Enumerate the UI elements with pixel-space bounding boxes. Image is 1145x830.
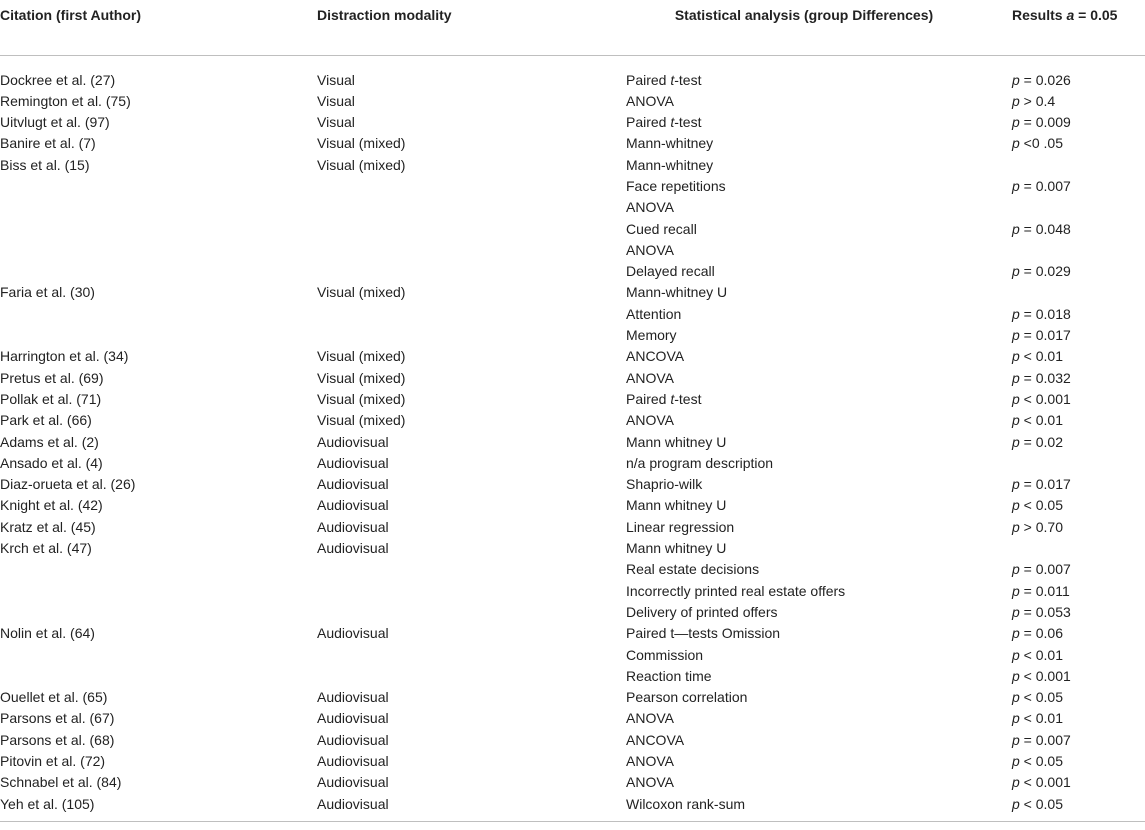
result-value: = 0.017 <box>1019 327 1071 344</box>
analysis-text: Attention <box>626 305 682 322</box>
analysis-text: Commission <box>626 646 704 663</box>
cell-analysis <box>626 176 1012 197</box>
cell-citation: Banire et al. (7) <box>0 135 96 152</box>
table-row <box>0 176 1145 197</box>
cell-modality: Visual (mixed) <box>317 284 406 301</box>
cell-modality <box>317 666 626 687</box>
analysis-text: Mann whitney U <box>626 433 727 450</box>
cell-result <box>1012 155 1145 176</box>
cell-analysis <box>626 687 1012 708</box>
cell-result <box>1012 261 1145 282</box>
cell-citation <box>0 645 317 666</box>
cell-citation: Adams et al. (2) <box>0 433 99 450</box>
cell-analysis <box>626 55 1012 91</box>
table-row <box>0 91 1145 112</box>
table-row <box>0 623 1145 644</box>
result-value: < 0.05 <box>1019 497 1063 514</box>
analysis-text: Paired <box>626 390 671 407</box>
cell-result <box>1012 219 1145 240</box>
result-value: = 0.026 <box>1019 71 1071 88</box>
result-value: > 0.70 <box>1019 518 1063 535</box>
cell-citation: Ouellet et al. (65) <box>0 689 108 706</box>
cell-modality: Audiovisual <box>317 689 389 706</box>
header-results-prefix: Results <box>1012 7 1067 23</box>
cell-analysis <box>626 794 1012 822</box>
table-row <box>0 197 1145 218</box>
analysis-suffix: -test <box>674 114 702 131</box>
result-value: < 0.001 <box>1019 667 1071 684</box>
p-symbol: p <box>1012 518 1020 535</box>
cell-result <box>1012 346 1145 367</box>
cell-result <box>1012 197 1145 218</box>
cell-modality: Visual (mixed) <box>317 156 406 173</box>
cell-result <box>1012 602 1145 623</box>
cell-analysis <box>626 453 1012 474</box>
table-row <box>0 389 1145 410</box>
table-row <box>0 559 1145 580</box>
table-row <box>0 794 1145 822</box>
p-symbol: p <box>1012 327 1020 344</box>
analysis-text: ANCOVA <box>626 731 685 748</box>
header-results-alpha: a <box>1066 7 1075 23</box>
cell-modality: Audiovisual <box>317 625 389 642</box>
table-row <box>0 517 1145 538</box>
result-value: < 0.01 <box>1019 412 1063 429</box>
cell-citation <box>0 602 317 623</box>
cell-modality <box>317 197 626 218</box>
analysis-text: Wilcoxon rank-sum <box>626 795 746 812</box>
analysis-text: Mann-whitney U <box>626 284 728 301</box>
cell-analysis <box>626 730 1012 751</box>
cell-modality <box>317 602 626 623</box>
table-row <box>0 581 1145 602</box>
result-value: = 0.007 <box>1019 177 1071 194</box>
cell-citation: Remington et al. (75) <box>0 92 131 109</box>
cell-modality: Audiovisual <box>317 476 389 493</box>
table-row <box>0 368 1145 389</box>
cell-citation <box>0 304 317 325</box>
p-symbol: p <box>1012 774 1020 791</box>
cell-result <box>1012 666 1145 687</box>
table-row <box>0 410 1145 431</box>
cell-analysis <box>626 112 1012 133</box>
analysis-text: ANOVA <box>626 412 674 429</box>
cell-modality: Audiovisual <box>317 753 389 769</box>
cell-result <box>1012 687 1145 708</box>
cell-analysis <box>626 538 1012 559</box>
header-analysis: Statistical analysis (group Differences) <box>626 0 1012 55</box>
cell-result <box>1012 240 1145 261</box>
result-value: = 0.009 <box>1019 114 1071 131</box>
cell-modality <box>317 240 626 261</box>
cell-citation: Harrington et al. (34) <box>0 348 129 365</box>
analysis-text: Linear regression <box>626 518 735 535</box>
p-symbol: p <box>1012 795 1020 812</box>
cell-modality: Visual <box>317 71 355 88</box>
analysis-text: ANOVA <box>626 369 674 386</box>
cell-citation: Parsons et al. (67) <box>0 710 115 727</box>
cell-citation <box>0 197 317 218</box>
cell-result <box>1012 538 1145 559</box>
table-row <box>0 602 1145 623</box>
cell-analysis <box>626 581 1012 602</box>
analysis-italic: t <box>670 390 675 407</box>
table-row <box>0 133 1145 154</box>
cell-analysis <box>626 240 1012 261</box>
cell-analysis <box>626 368 1012 389</box>
cell-modality: Visual (mixed) <box>317 369 406 386</box>
result-value: < 0.05 <box>1019 753 1063 769</box>
analysis-suffix: -test <box>674 71 702 88</box>
cell-citation <box>0 219 317 240</box>
result-value: = 0.029 <box>1019 263 1071 280</box>
p-symbol: p <box>1012 561 1020 578</box>
cell-citation: Pollak et al. (71) <box>0 390 102 407</box>
cell-analysis <box>626 91 1012 112</box>
cell-result <box>1012 623 1145 644</box>
cell-modality <box>317 219 626 240</box>
cell-citation <box>0 261 317 282</box>
cell-citation: Dockree et al. (27) <box>0 71 116 88</box>
p-symbol: p <box>1012 667 1020 684</box>
cell-citation <box>0 581 317 602</box>
analysis-italic: t <box>670 71 675 88</box>
analysis-text: Paired <box>626 71 671 88</box>
cell-modality <box>317 325 626 346</box>
result-value: = 0.007 <box>1019 561 1071 578</box>
result-value: <0 .05 <box>1019 135 1063 152</box>
cell-result <box>1012 389 1145 410</box>
result-value: < 0.05 <box>1019 689 1063 706</box>
cell-modality <box>317 581 626 602</box>
table-row <box>0 261 1145 282</box>
table-row <box>0 112 1145 133</box>
cell-citation: Yeh et al. (105) <box>0 794 317 822</box>
cell-modality <box>317 261 626 282</box>
analysis-text: n/a program description <box>626 454 774 471</box>
cell-citation: Ansado et al. (4) <box>0 454 103 471</box>
cell-modality: Visual (mixed) <box>317 135 406 152</box>
cell-modality: Audiovisual <box>317 518 389 535</box>
p-symbol: p <box>1012 263 1020 280</box>
cell-analysis <box>626 346 1012 367</box>
p-symbol: p <box>1012 689 1020 706</box>
p-symbol: p <box>1012 305 1020 322</box>
cell-analysis <box>626 282 1012 303</box>
analysis-text: ANOVA <box>626 774 674 791</box>
p-symbol: p <box>1012 710 1020 727</box>
result-value: = 0.053 <box>1019 603 1071 620</box>
cell-analysis <box>626 261 1012 282</box>
p-symbol: p <box>1012 753 1020 769</box>
cell-analysis <box>626 219 1012 240</box>
cell-result <box>1012 112 1145 133</box>
cell-analysis <box>626 517 1012 538</box>
analysis-text: Mann whitney U <box>626 540 727 557</box>
cell-citation: Faria et al. (30) <box>0 284 95 301</box>
cell-result <box>1012 730 1145 751</box>
cell-analysis <box>626 155 1012 176</box>
analysis-text: ANOVA <box>626 753 674 769</box>
analysis-text: Incorrectly printed real estate offers <box>626 582 846 599</box>
cell-analysis <box>626 708 1012 729</box>
analysis-text: Memory <box>626 327 677 344</box>
cell-modality: Visual (mixed) <box>317 348 406 365</box>
cell-result <box>1012 794 1145 822</box>
analysis-text: Mann whitney U <box>626 497 727 514</box>
cell-analysis <box>626 559 1012 580</box>
p-symbol: p <box>1012 646 1020 663</box>
cell-citation: Knight et al. (42) <box>0 497 103 514</box>
cell-modality: Audiovisual <box>317 433 389 450</box>
cell-citation <box>0 325 317 346</box>
cell-result <box>1012 304 1145 325</box>
cell-citation <box>0 559 317 580</box>
cell-analysis <box>626 133 1012 154</box>
cell-result <box>1012 751 1145 772</box>
cell-citation: Biss et al. (15) <box>0 156 90 173</box>
analysis-text: Face repetitions <box>626 177 726 194</box>
p-symbol: p <box>1012 92 1020 109</box>
analysis-text: Mann-whitney <box>626 156 714 173</box>
table-row <box>0 219 1145 240</box>
cell-modality: Audiovisual <box>317 710 389 727</box>
p-symbol: p <box>1012 731 1020 748</box>
result-value: = 0.011 <box>1019 582 1070 599</box>
analysis-text: ANOVA <box>626 241 674 258</box>
table-row <box>0 474 1145 495</box>
result-value: = 0.017 <box>1019 476 1071 493</box>
cell-citation: Pitovin et al. (72) <box>0 753 106 769</box>
cell-modality <box>317 645 626 666</box>
table-row <box>0 240 1145 261</box>
cell-citation: Nolin et al. (64) <box>0 625 95 642</box>
p-symbol: p <box>1012 412 1020 429</box>
cell-result <box>1012 410 1145 431</box>
analysis-text: Cued recall <box>626 220 697 237</box>
cell-citation <box>0 240 317 261</box>
analysis-text: Shaprio-wilk <box>626 476 703 493</box>
p-symbol: p <box>1012 135 1020 152</box>
table-row <box>0 55 1145 91</box>
analysis-italic: t <box>670 114 675 131</box>
result-value: = 0.032 <box>1019 369 1071 386</box>
result-value: = 0.06 <box>1019 625 1063 642</box>
result-value: > 0.4 <box>1019 92 1056 109</box>
table-row <box>0 666 1145 687</box>
analysis-text: ANOVA <box>626 199 674 216</box>
cell-analysis <box>626 325 1012 346</box>
cell-result <box>1012 581 1145 602</box>
cell-result <box>1012 772 1145 793</box>
cell-citation: Pretus et al. (69) <box>0 369 104 386</box>
cell-analysis <box>626 389 1012 410</box>
cell-result <box>1012 325 1145 346</box>
cell-modality <box>317 304 626 325</box>
cell-analysis <box>626 645 1012 666</box>
table-row <box>0 432 1145 453</box>
result-value: = 0.02 <box>1019 433 1063 450</box>
cell-citation: Kratz et al. (45) <box>0 518 96 535</box>
table-body <box>0 55 1145 821</box>
cell-modality: Audiovisual <box>317 454 389 471</box>
table-row <box>0 687 1145 708</box>
table-row <box>0 304 1145 325</box>
analysis-text: Delivery of printed offers <box>626 603 778 620</box>
cell-result <box>1012 645 1145 666</box>
result-value: < 0.001 <box>1019 774 1071 791</box>
cell-analysis <box>626 432 1012 453</box>
cell-citation: Krch et al. (47) <box>0 540 92 557</box>
cell-result <box>1012 176 1145 197</box>
result-value: = 0.018 <box>1019 305 1071 322</box>
cell-citation: Uitvlugt et al. (97) <box>0 114 110 131</box>
result-value: < 0.001 <box>1019 390 1071 407</box>
cell-result <box>1012 282 1145 303</box>
result-value: = 0.048 <box>1019 220 1071 237</box>
cell-result <box>1012 91 1145 112</box>
p-symbol: p <box>1012 433 1020 450</box>
result-value: < 0.05 <box>1019 795 1063 812</box>
cell-result <box>1012 474 1145 495</box>
analysis-suffix: -test <box>674 390 702 407</box>
analysis-text: Reaction time <box>626 667 712 684</box>
table-row <box>0 538 1145 559</box>
table-row <box>0 708 1145 729</box>
cell-result <box>1012 708 1145 729</box>
cell-modality: Audiovisual <box>317 731 389 748</box>
analysis-text: ANCOVA <box>626 348 685 365</box>
cell-analysis <box>626 304 1012 325</box>
header-results <box>1012 0 1145 55</box>
table-row <box>0 453 1145 474</box>
result-value: < 0.01 <box>1019 348 1063 365</box>
header-row <box>0 0 1145 55</box>
p-symbol: p <box>1012 390 1020 407</box>
cell-modality: Visual (mixed) <box>317 412 406 429</box>
cell-citation <box>0 176 317 197</box>
cell-citation: Diaz-orueta et al. (26) <box>0 476 136 493</box>
p-symbol: p <box>1012 476 1020 493</box>
p-symbol: p <box>1012 497 1020 514</box>
cell-result <box>1012 495 1145 516</box>
cell-modality: Visual (mixed) <box>317 390 406 407</box>
p-symbol: p <box>1012 177 1020 194</box>
table-row <box>0 155 1145 176</box>
analysis-text: Delayed recall <box>626 263 715 280</box>
table-row <box>0 495 1145 516</box>
cell-modality: Audiovisual <box>317 540 389 557</box>
cell-result <box>1012 559 1145 580</box>
cell-modality <box>317 176 626 197</box>
p-symbol: p <box>1012 603 1020 620</box>
cell-analysis <box>626 602 1012 623</box>
cell-result <box>1012 55 1145 91</box>
analysis-text: Real estate decisions <box>626 561 760 578</box>
cell-result <box>1012 517 1145 538</box>
cell-analysis <box>626 410 1012 431</box>
cell-analysis <box>626 197 1012 218</box>
cell-result <box>1012 453 1145 474</box>
result-value: < 0.01 <box>1019 710 1063 727</box>
table-row <box>0 751 1145 772</box>
cell-analysis <box>626 666 1012 687</box>
analysis-text: Paired <box>626 114 671 131</box>
table-row <box>0 325 1145 346</box>
cell-analysis <box>626 623 1012 644</box>
cell-citation <box>0 666 317 687</box>
table-row <box>0 346 1145 367</box>
cell-modality: Audiovisual <box>317 497 389 514</box>
p-symbol: p <box>1012 114 1020 131</box>
p-symbol: p <box>1012 625 1020 642</box>
cell-citation: Park et al. (66) <box>0 412 92 429</box>
cell-modality: Visual <box>317 92 355 109</box>
cell-result <box>1012 133 1145 154</box>
p-symbol: p <box>1012 71 1020 88</box>
header-modality: Distraction modality <box>317 0 626 55</box>
analysis-text: Mann-whitney <box>626 135 714 152</box>
cell-result <box>1012 368 1145 389</box>
p-symbol: p <box>1012 348 1020 365</box>
header-results-suffix: = 0.05 <box>1074 7 1118 23</box>
cell-analysis <box>626 474 1012 495</box>
table-header <box>0 0 1145 55</box>
table-row <box>0 645 1145 666</box>
cell-modality: Visual <box>317 114 355 131</box>
result-value: < 0.01 <box>1019 646 1063 663</box>
cell-result <box>1012 432 1145 453</box>
analysis-text: Paired t—tests Omission <box>626 625 781 642</box>
cell-modality: Audiovisual <box>317 794 626 822</box>
cell-citation: Schnabel et al. (84) <box>0 774 122 791</box>
p-symbol: p <box>1012 582 1020 599</box>
cell-analysis <box>626 751 1012 772</box>
header-citation: Citation (first Author) <box>0 0 317 55</box>
p-symbol: p <box>1012 220 1020 237</box>
cell-modality <box>317 559 626 580</box>
cell-analysis <box>626 772 1012 793</box>
cell-modality: Audiovisual <box>317 774 389 791</box>
table-row <box>0 772 1145 793</box>
table-row <box>0 730 1145 751</box>
analysis-text: Pearson correlation <box>626 689 748 706</box>
cell-citation: Parsons et al. (68) <box>0 731 115 748</box>
p-symbol: p <box>1012 369 1020 386</box>
table-row <box>0 282 1145 303</box>
result-value: = 0.007 <box>1019 731 1071 748</box>
analysis-text: ANOVA <box>626 710 674 727</box>
cell-analysis <box>626 495 1012 516</box>
analysis-text: ANOVA <box>626 92 674 109</box>
